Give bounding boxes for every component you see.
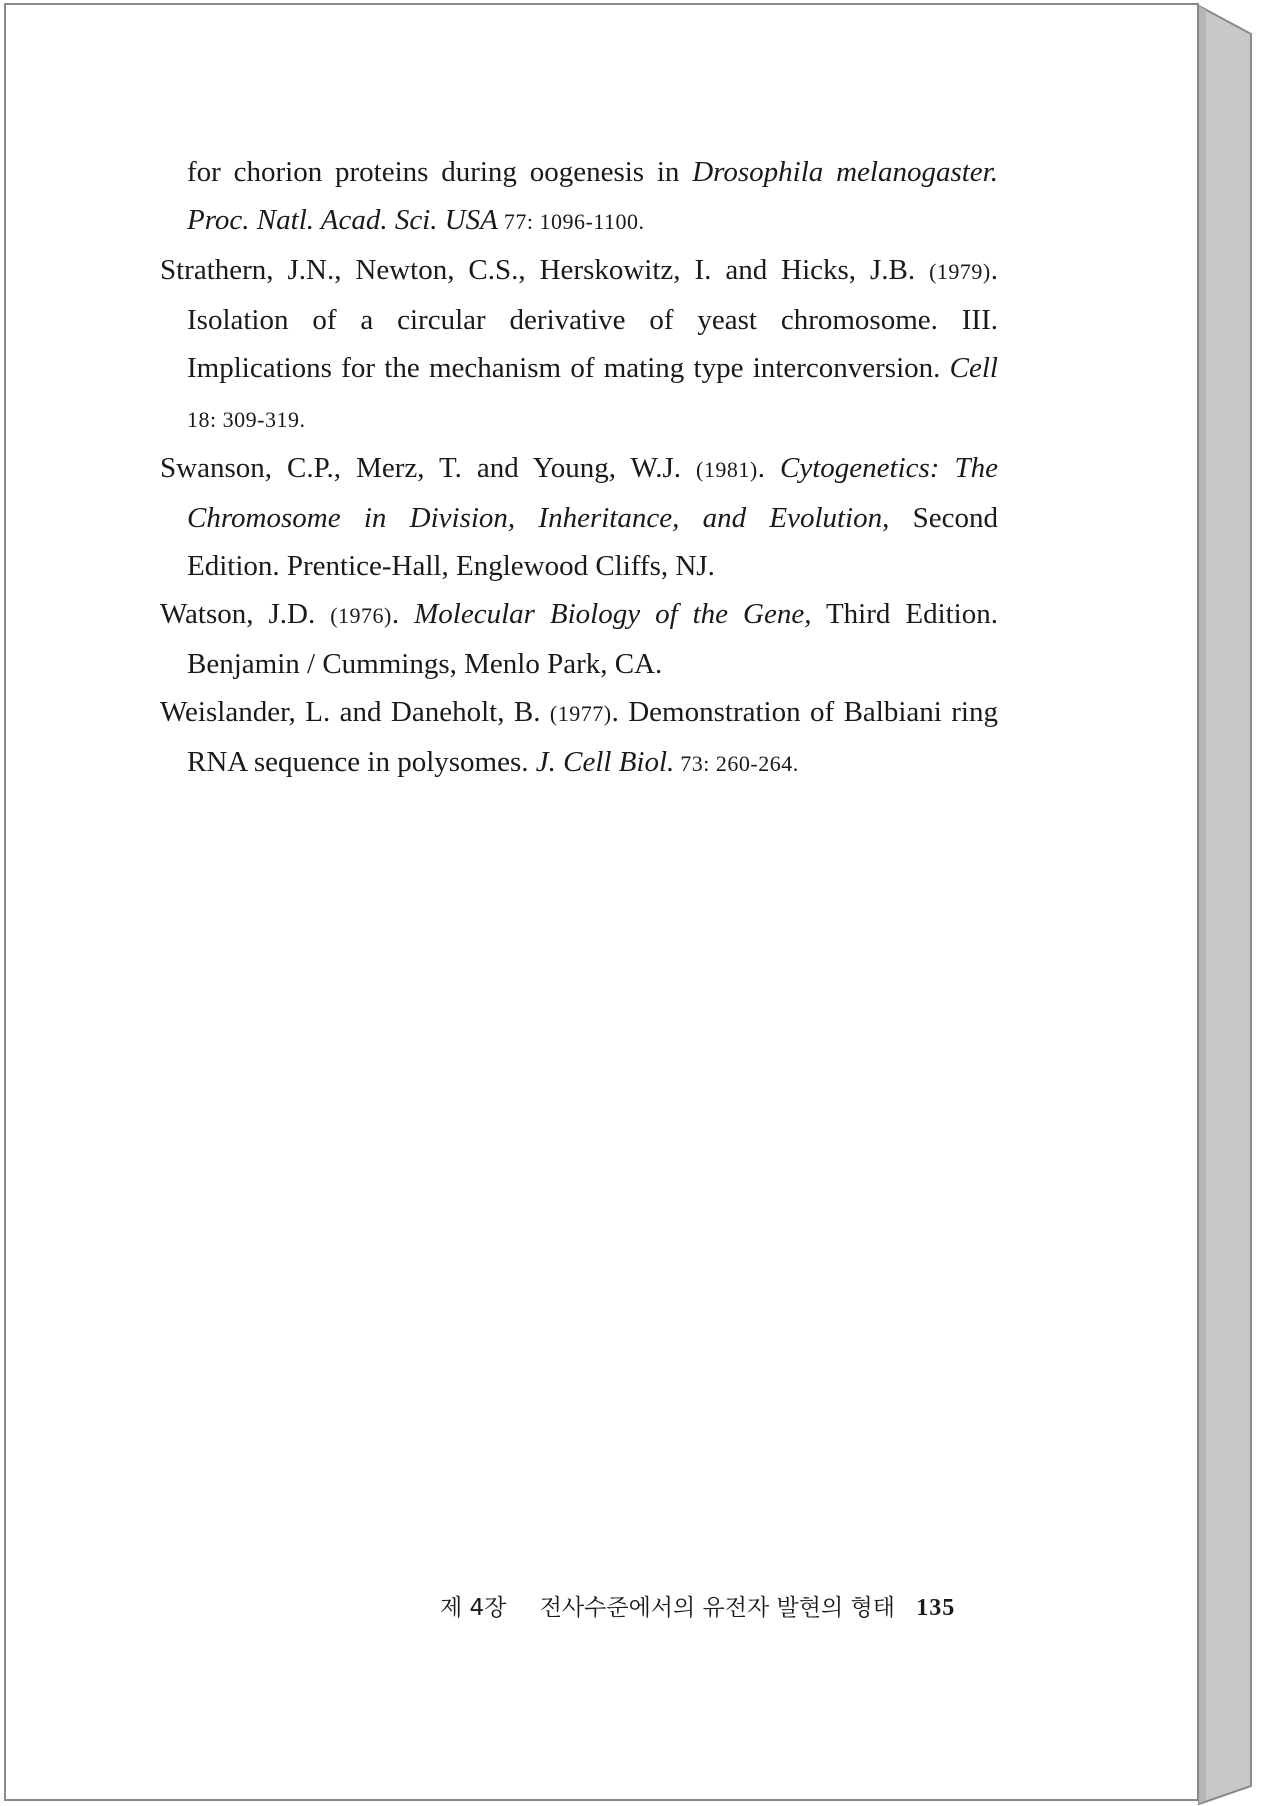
reference-entry bbox=[160, 246, 998, 444]
reference-text: 18: 309-319. bbox=[187, 407, 306, 432]
reference-text: for chorion proteins during oogenesis in bbox=[187, 156, 693, 188]
reference-list bbox=[160, 148, 998, 788]
chapter-label: 제 4장 bbox=[440, 1595, 507, 1621]
reference-text: (1976) bbox=[330, 603, 392, 628]
reference-text: 77: 1096-1100. bbox=[497, 209, 645, 234]
chapter-title: 전사수준에서의 유전자 발현의 형태 bbox=[539, 1595, 895, 1621]
reference-entry bbox=[160, 590, 998, 688]
reference-text: Weislander, L. and Daneholt, B. bbox=[160, 696, 550, 728]
reference-text: (1979) bbox=[929, 259, 991, 284]
reference-text: . bbox=[391, 598, 415, 630]
reference-text: Strathern, J.N., Newton, C.S., Herskowitz, I. and Hicks, J.B. bbox=[160, 254, 930, 286]
page-footer bbox=[440, 1589, 980, 1622]
reference-text: . Demonstration of Balbiani ring RNA sequence in polysomes. bbox=[187, 696, 998, 778]
reference-text: Cytogenetics: The Chromosome in Division, Inheritance, and Evolution bbox=[187, 452, 998, 534]
reference-text: Third Edition. Benjamin / Cummings, Menlo Park, CA. bbox=[187, 598, 998, 680]
reference-text: 73: 260-264. bbox=[674, 751, 799, 776]
reference-text: . bbox=[757, 452, 780, 484]
page-number: 135 bbox=[916, 1595, 956, 1621]
reference-entry bbox=[160, 688, 998, 788]
reference-entry bbox=[187, 148, 998, 246]
reference-text: Drosophila melanogaster. Proc. Natl. Acad. Sci. USA bbox=[187, 156, 998, 236]
reference-text: Cell bbox=[949, 352, 998, 384]
reference-text: , Second Edition. Prentice-Hall, Englewood Cliffs, NJ. bbox=[187, 502, 998, 582]
reference-entry bbox=[160, 444, 998, 590]
reference-text: (1977) bbox=[549, 701, 612, 726]
reference-text: J. Cell Biol. bbox=[535, 746, 675, 778]
reference-text: (1981) bbox=[696, 457, 758, 482]
reference-text: . Isolation of a circular derivative of yeast chromosome. III. Implications for the mechanism of mating type interconversion. bbox=[187, 254, 998, 384]
reference-text: Watson, J.D. bbox=[160, 598, 331, 630]
reference-text: Molecular Biology of the Gene, bbox=[414, 598, 812, 630]
reference-text: Swanson, C.P., Merz, T. and Young, W.J. bbox=[160, 452, 697, 484]
